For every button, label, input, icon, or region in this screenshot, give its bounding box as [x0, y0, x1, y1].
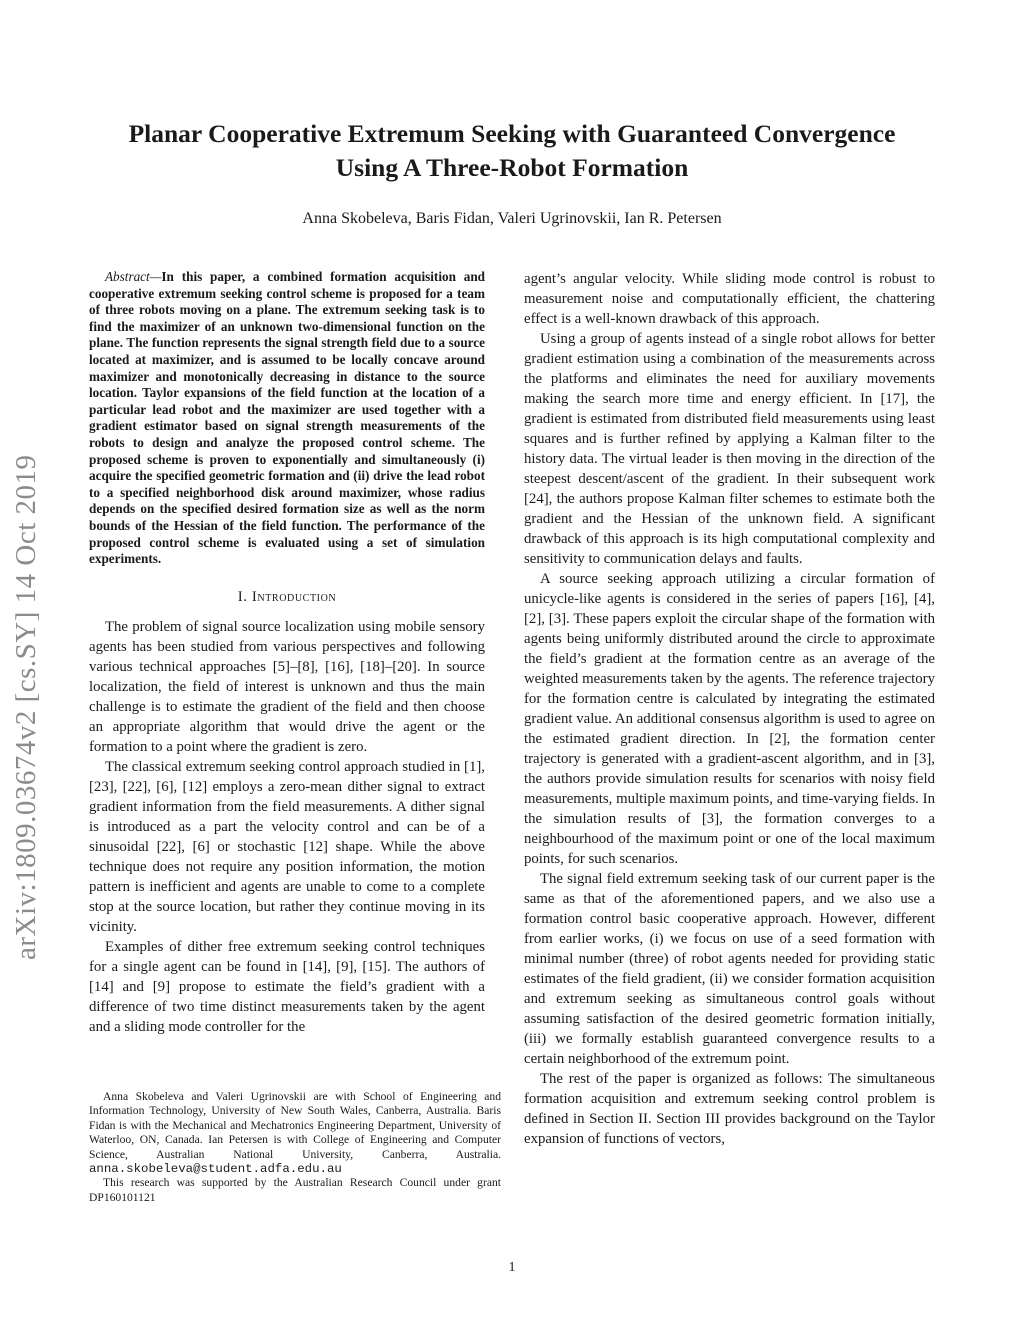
right-paragraph-2: Using a group of agents instead of a single robot allows for better gradient estimation using a combination of the measurements across the platforms and eliminates the need for auxiliary movements making the search more time and energy efficient. In [17], the gradient is estimated from distributed field measurements using least squares and is further refined by applying a Kalman filter to the history data. The virtual leader is then moving in the direction of the steepest descent/ascent of the gradient. In their subsequent work [24], the authors propose Kalman filter schemes to estimate both the gradient and the Hessian of the unknown field. A significant drawback of this approach is its high computational complexity and sensitivity to communication delays and faults. [524, 331, 935, 567]
title-line-1: Planar Cooperative Extremum Seeking with Guaranteed Convergence [128, 119, 896, 148]
paper-title [80, 117, 944, 185]
abstract-label: Abstract— [105, 269, 162, 284]
page-number: 1 [508, 1260, 516, 1275]
title-line-2: Using A Three-Robot Formation [335, 153, 689, 182]
intro-paragraph-3: Examples of dither free extremum seeking control techniques for a single agent can be found in [14], [9], [15]. The authors of [14] and [9] propose to estimate the field’s gradient with a difference of two time distinct measurements taken by the agent and a sliding mode controller for the [89, 938, 485, 1035]
right-paragraph-5: The rest of the paper is organized as follows: The simultaneous formation acquisition and extremum seeking control problem is defined in Section II. Section III provides background on the Taylor expansion of functions of vectors, [524, 1071, 935, 1147]
footnote-funding: This research was supported by the Australian Research Council under grant DP160101121 [89, 1176, 501, 1204]
right-paragraph-3: A source seeking approach utilizing a circular formation of unicycle-like agents is considered in the series of papers [16], [4], [2], [3]. These papers exploit the circular shape of the formation with agents being uniformly distributed around the circle to approximate the field’s gradient at the formation centre as an average of the weighted measurements taken by the agents. The reference trajectory for the formation centre is calculated by integrating the estimated gradient value. An additional consensus algorithm is used to agree on the estimated gradient direction. In [2], the formation center trajectory is generated with a gradient-ascent algorithm, and in [3], the authors provide simulation results for scenarios with noisy field measurements, multiple maximum points, and time-varying fields. In the simulation results of [3], the formation converges to a neighbourhood of the maximum point or one of the local maximum points, for such scenarios. [524, 571, 935, 867]
footnotes [89, 1090, 501, 1205]
footnote-email: anna.skobeleva@student.adfa.edu.au [89, 1162, 342, 1177]
author-list: Anna Skobeleva, Baris Fidan, Valeri Ugrinovskii, Ian R. Petersen [302, 210, 722, 227]
arxiv-identifier: arXiv:1809.03674v2 [cs.SY] 14 Oct 2019 [10, 454, 42, 960]
right-column [524, 269, 935, 1149]
right-paragraph-1: agent’s angular velocity. While sliding mode control is robust to measurement noise and computationally efficient, the chattering effect is a well-known drawback of this approach. [524, 271, 935, 327]
intro-paragraph-2: The classical extremum seeking control approach studied in [1], [23], [22], [6], [12] employs a zero-mean dither signal to extract gradient information from the field measurements. A dither signal is introduced as a part the velocity control and can be of a sinusoidal [22], [6] or stochastic [12] shape. While the above technique does not require any position information, the motion pattern is inefficient and agents are unable to come to a complete stop at the source location, but rather they continue moving in its vicinity. [89, 758, 485, 935]
abstract-text: In this paper, a combined formation acquisition and cooperative extremum seeking control scheme is proposed for a team of three robots moving on a plane. The extremum seeking task is to find the maximizer of an unknown two-dimensional function on the plane. The function represents the signal strength field due to a source located at maximizer, and is assumed to be locally concave around maximizer and monotonically decreasing in distance to the source location. Taylor expansions of the field function at the location of a particular lead robot and the maximizer are used together with a gradient estimator based on signal strength measurements of the robots to design and analyze the proposed control scheme. The proposed scheme is proven to exponentially and simultaneously (i) acquire the specified geometric formation and (ii) drive the lead robot to a specified neighborhood disk around maximizer, whose radius depends on the specified desired formation size as well as the norm bounds of the Hessian of the field function. The performance of the proposed control scheme is evaluated using a set of simulation experiments. [89, 269, 485, 567]
left-column [89, 269, 485, 1037]
right-paragraph-4: The signal field extremum seeking task of our current paper is the same as that of the aforementioned papers, and we also use a formation control basic cooperative approach. However, different from earlier works, (i) we focus on use of a seed formation with minimal number (three) of robot agents needed for providing static estimates of the field gradient, (ii) we consider formation acquisition and extremum seeking as simultaneous control goals without assuming satisfaction of the desired geometric formation initially, (iii) we formally establish guaranteed convergence results to a certain neighborhood of the extremum point. [524, 871, 935, 1067]
abstract [89, 269, 485, 568]
intro-paragraph-1: The problem of signal source localization using mobile sensory agents has been studied from various perspectives and following various technical approaches [5]–[8], [16], [18]–[20]. In source localization, the field of interest is unknown and thus the main challenge is to estimate the gradient of the field and then choose an appropriate algorithm that would drive the agent or the formation to a point where the gradient is zero. [89, 618, 485, 755]
section-heading-introduction: I. Introduction [237, 588, 337, 605]
footnote-affiliations: Anna Skobeleva and Valeri Ugrinovskii are with School of Engineering and Information Technology, University of New South Wales, Canberra, Australia. Baris Fidan is with the Mechanical and Mechatronics Engineering Department, University of Waterloo, ON, Canada. Ian Petersen is with College of Engineering and Computer Science, Australian National University, Canberra, Australia. anna.skobeleva@student.adfa.edu.au [89, 1090, 501, 1177]
